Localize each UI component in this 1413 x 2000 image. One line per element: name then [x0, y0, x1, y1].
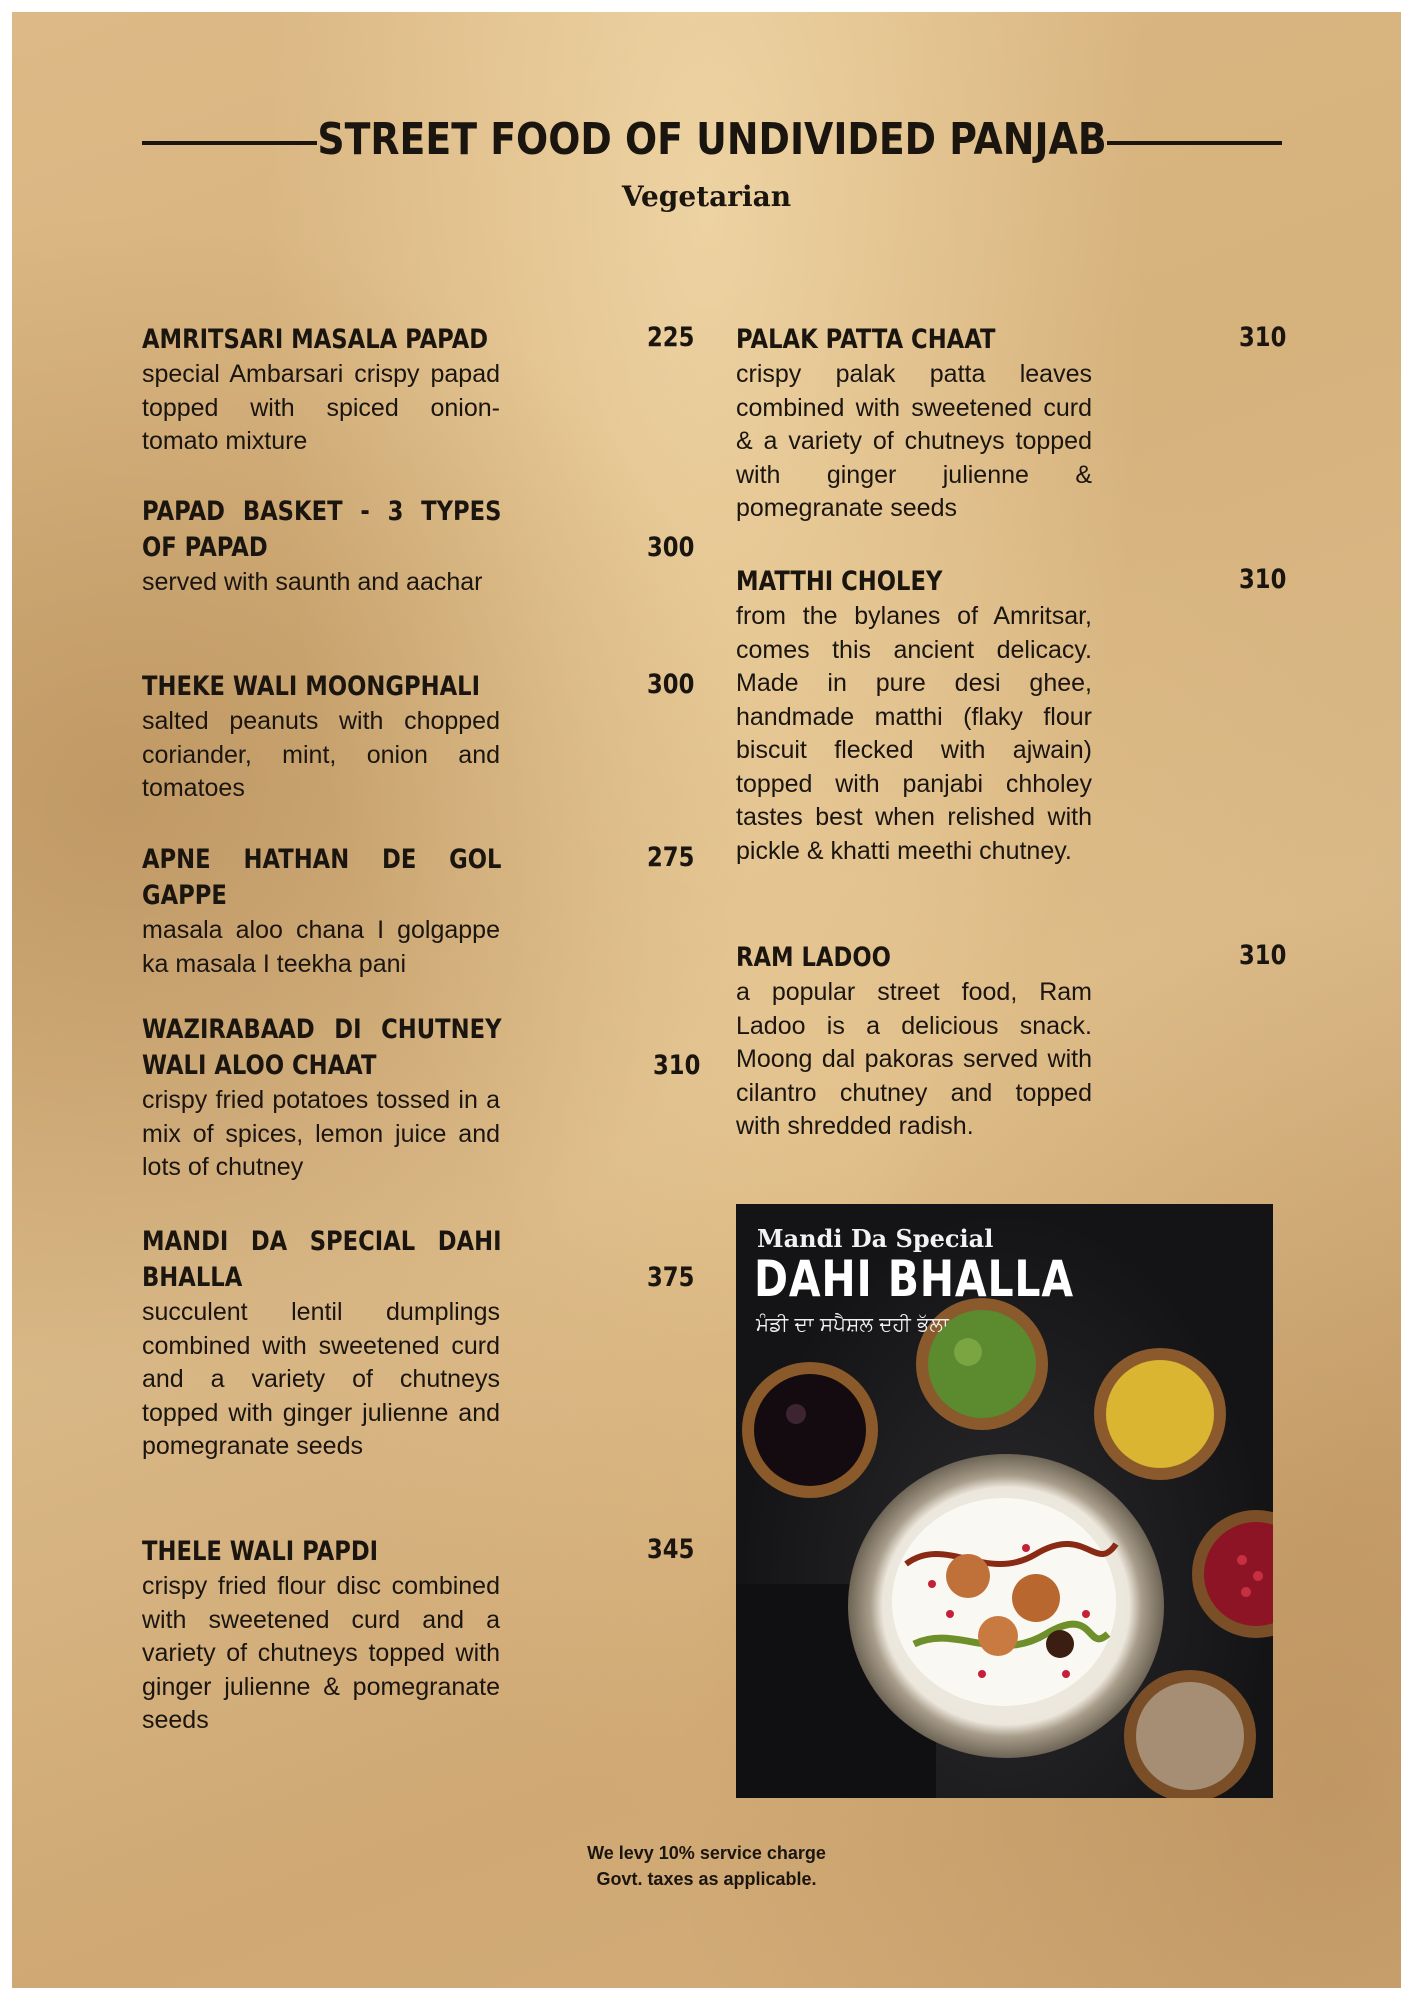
promo-subtitle: Mandi Da Special: [757, 1224, 994, 1253]
item-description: succulent lentil dumplings combined with sweetened curd and a variety of chutneys topped with ginger julienne and pomegranate seeds: [142, 1298, 500, 1460]
item-description: crispy fried potatoes tossed in a mix of spices, lemon juice and lots of chutney: [142, 1086, 500, 1181]
bowl-pomegranate: [1192, 1510, 1273, 1638]
item-name: THEKE WALI MOONGPHALI: [142, 671, 481, 702]
menu-item: [142, 842, 694, 981]
service-charge-note: We levy 10% service charge: [587, 1843, 826, 1863]
menu-item: [142, 669, 694, 806]
menu-item: [142, 322, 694, 459]
promo-title: DAHI BHALLA: [754, 1250, 1074, 1308]
item-description: special Ambarsari crispy papad topped with spiced onion-tomato mixture: [142, 360, 500, 455]
item-price: 310: [1238, 564, 1286, 595]
item-description: crispy palak patta leaves combined with sweetened curd & a variety of chutneys topped with ginger julienne & pomegranate seeds: [736, 360, 1092, 522]
item-description: salted peanuts with chopped coriander, mint, onion and tomatoes: [142, 707, 500, 802]
item-name: APNE HATHAN DE GOL GAPPE: [142, 844, 502, 911]
menu-item: [142, 1224, 694, 1464]
menu-item: [736, 322, 1286, 526]
title-rule-right: [1107, 141, 1282, 145]
dahi-bhalla-promo-image: [736, 1204, 1273, 1798]
item-description: crispy fried flour disc combined with sweetened curd and a variety of chutneys topped with ginger julienne & pomegranate seeds: [142, 1572, 500, 1734]
item-price: 345: [646, 1534, 694, 1565]
item-price: 300: [646, 532, 694, 563]
item-name: RAM LADOO: [736, 942, 891, 973]
menu-page: [12, 12, 1401, 1988]
dahi-bhalla-plate: [848, 1454, 1164, 1758]
page-title: STREET FOOD OF UNDIVIDED PANJAB: [317, 114, 1107, 165]
bowl-dark-chutney: [742, 1362, 878, 1498]
item-description: served with saunth and aachar: [142, 568, 483, 596]
footer-note: [12, 1840, 1401, 1892]
menu-item: [736, 564, 1286, 868]
item-description: from the bylanes of Amritsar, comes this ancient delicacy. Made in pure desi ghee, handmade matthi (flaky flour biscuit flecked with ajwain) topped with panjabi chholey tastes best when relished with pickle & khatti meethi chutney.: [736, 602, 1092, 865]
item-name: THELE WALI PAPDI: [142, 1536, 379, 1567]
item-price: 375: [646, 1262, 694, 1293]
item-name: PALAK PATTA CHAAT: [736, 324, 996, 355]
menu-item: [142, 1534, 694, 1738]
item-price: 275: [646, 842, 694, 873]
item-price: 310: [1238, 322, 1286, 353]
item-price: 225: [646, 322, 694, 353]
menu-item: [142, 1012, 700, 1185]
section-subtitle: Vegetarian: [621, 180, 792, 213]
item-name: WAZIRABAAD DI CHUTNEY WALI ALOO CHAAT: [142, 1014, 502, 1081]
bowl-yellow-sev: [1094, 1348, 1226, 1480]
item-description: a popular street food, Ram Ladoo is a delicious snack. Moong dal pakoras served with cilantro chutney and topped with shredded radish.: [736, 978, 1092, 1140]
item-price: 310: [1238, 940, 1286, 971]
bowl-spice-powder: [1124, 1670, 1256, 1798]
item-name: MATTHI CHOLEY: [736, 566, 943, 597]
item-name: AMRITSARI MASALA PAPAD: [142, 324, 489, 355]
menu-item: [736, 940, 1286, 1144]
promo-punjabi-caption: ਮੰਡੀ ਦਾ ਸਪੈਸ਼ਲ ਦਹੀ ਭੱਲਾ: [756, 1312, 949, 1336]
item-description: masala aloo chana I golgappe ka masala I teekha pani: [142, 916, 500, 978]
tax-note: Govt. taxes as applicable.: [596, 1869, 817, 1889]
title-row: [142, 110, 1282, 170]
item-name: MANDI DA SPECIAL DAHI BHALLA: [142, 1226, 502, 1293]
menu-item: [142, 494, 694, 600]
item-name: PAPAD BASKET - 3 TYPES OF PAPAD: [142, 496, 502, 563]
item-price: 310: [652, 1050, 700, 1081]
item-price: 300: [646, 669, 694, 700]
